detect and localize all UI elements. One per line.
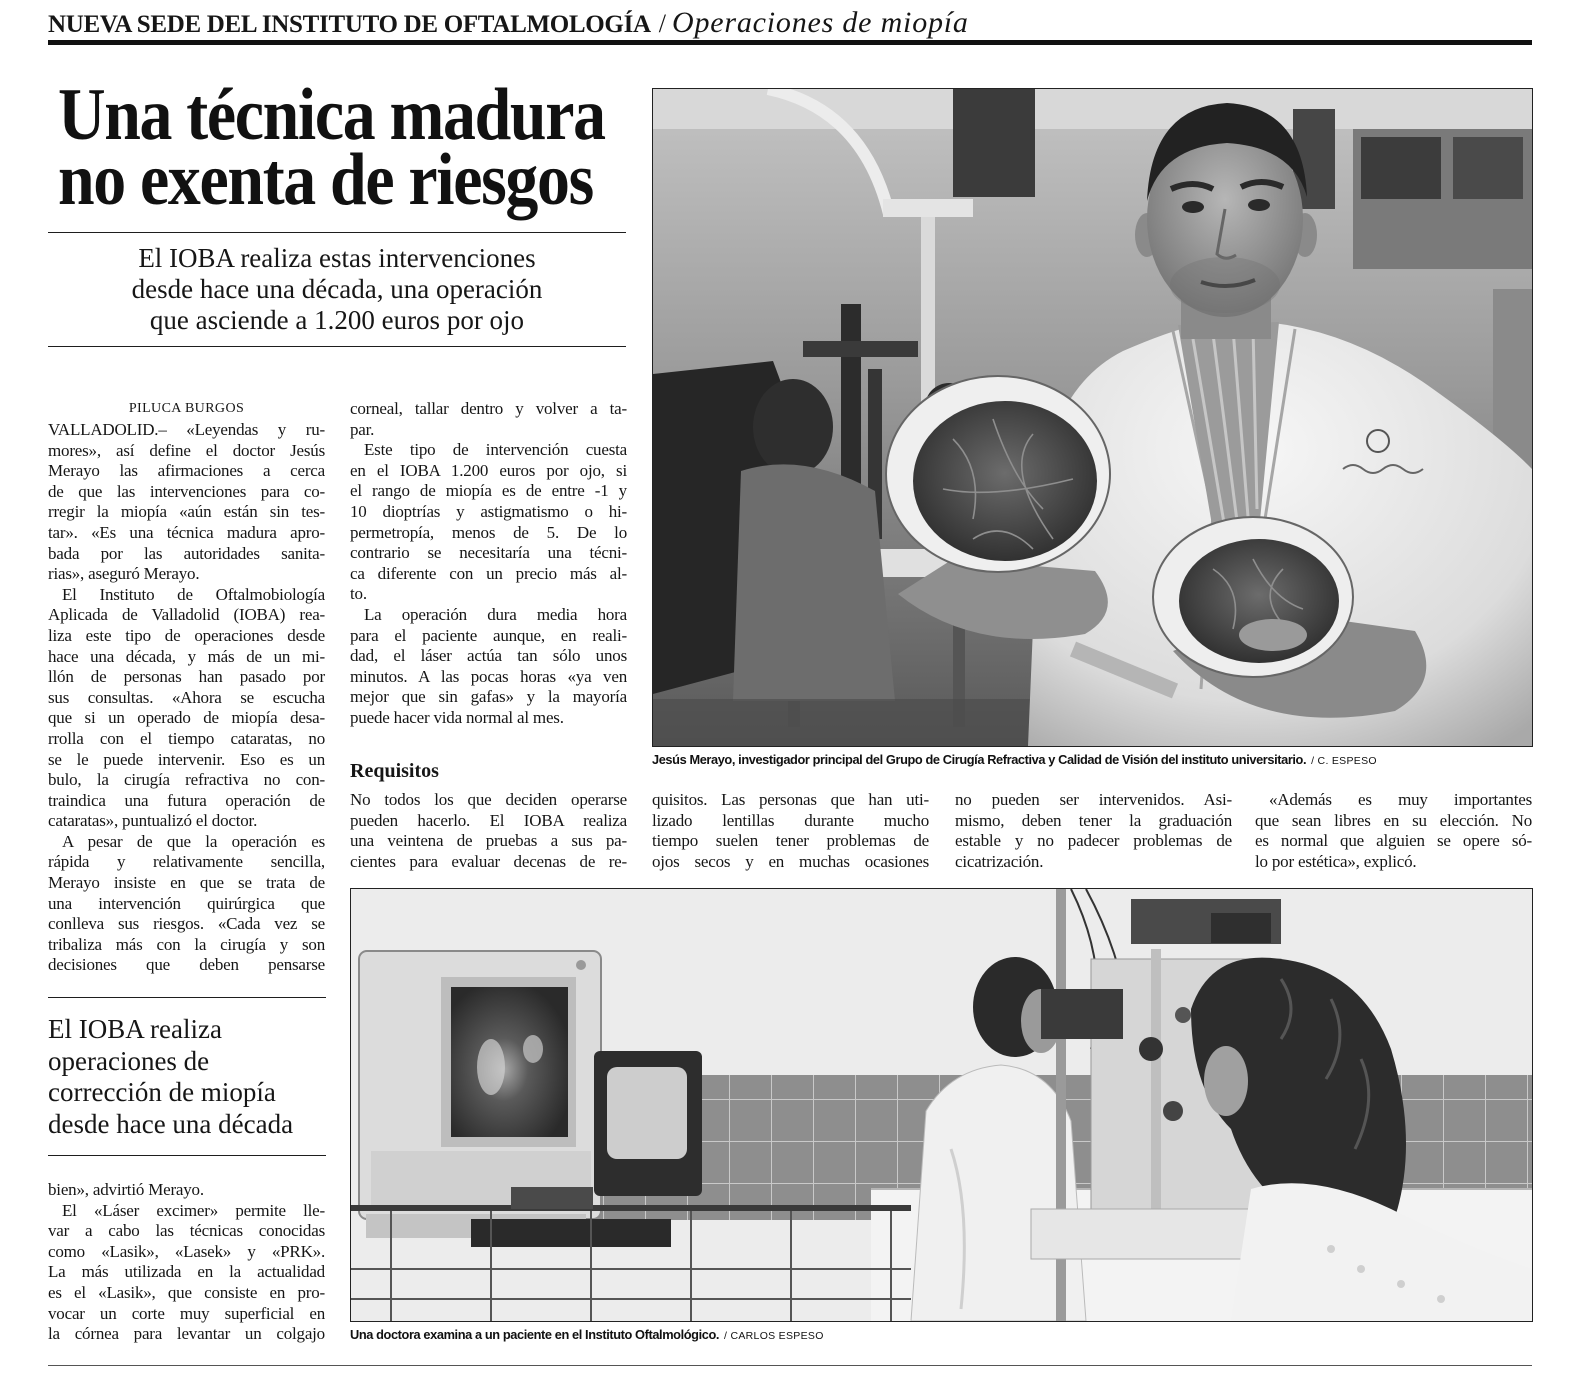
photo-merayo-caption <box>652 751 1377 770</box>
photo-merayo <box>652 88 1533 747</box>
text-line: La más utilizada en la actualidad <box>48 1262 325 1282</box>
text-line: llón de personas han pasado por <box>48 667 325 687</box>
caption-text: Jesús Merayo, investigador principal del Grupo de Cirugía Refractiva y Calidad de Visión del instituto universitario. <box>652 752 1307 767</box>
text-line: No todos los que deciden operarse <box>350 790 627 809</box>
requisitos-heading: Requisitos <box>350 760 439 782</box>
text-line: contrario se necesitaría una técni- <box>350 543 627 563</box>
text-line: hace una década, y más de un mi- <box>48 646 325 666</box>
pullquote-line: operaciones de <box>48 1045 210 1076</box>
text-line: lizado lentillas durante mucho <box>652 810 929 830</box>
section-separator: / <box>658 9 666 38</box>
text-line: bulo, la cirugía refractiva no con- <box>48 770 325 790</box>
requisitos-column <box>350 790 627 872</box>
photo-consulta-caption <box>350 1326 824 1345</box>
text-line: estable y no padecer problemas de <box>955 831 1232 851</box>
text-line: Aplicada de Valladolid (IOBA) rea- <box>48 605 325 625</box>
article-column-4 <box>955 790 1232 872</box>
text-line: El Instituto de Oftalmobiología <box>62 584 325 604</box>
text-line: como «Lasik», «Lasek» y «PRK». <box>48 1241 325 1261</box>
text-line: «Además es muy importantes <box>1269 790 1532 809</box>
text-line: ojos secos y en muchas ocasiones <box>652 851 929 871</box>
subhead-line: desde hace una década, una operación <box>131 274 543 304</box>
text-line: sus consultas. «Ahora se escucha <box>48 687 325 707</box>
subhead-line: que asciende a 1.200 euros por ojo <box>149 305 525 335</box>
section-topic: Operaciones de miopía <box>671 6 969 39</box>
text-line: en el IOBA 1.200 euros por ojo, si <box>350 460 627 480</box>
text-line: vocar un corte muy superficial en <box>48 1303 325 1323</box>
text-line: minutos. A las pocas horas «ya ven <box>350 666 627 686</box>
article-column-5 <box>1255 790 1532 872</box>
text-line: rregir la miopía «aún están sin tes- <box>48 502 325 522</box>
caption-text: Una doctora examina a un paciente en el Instituto Oftalmológico. <box>350 1327 720 1342</box>
headline-line-1: Una técnica madura <box>58 74 605 156</box>
text-line: rápida y relativamente sencilla, <box>48 852 325 872</box>
text-line: var a cabo las técnicas conocidas <box>48 1221 325 1241</box>
text-line: to. <box>350 584 367 604</box>
text-line: quisitos. Las personas que han uti- <box>652 790 929 809</box>
article-column-2 <box>350 399 627 729</box>
photo-consulta-image <box>351 889 1532 1321</box>
section-title: NUEVA SEDE DEL INSTITUTO DE OFTALMOLOGÍA <box>48 11 651 38</box>
text-line: Este tipo de intervención cuesta <box>364 440 627 460</box>
text-line: El «Láser excimer» permite lle- <box>62 1200 325 1220</box>
text-line: que sean libres en su elección. No <box>1255 810 1532 830</box>
photo-credit: / CARLOS ESPESO <box>724 1330 824 1342</box>
text-line: permetropía, menos de 5. De lo <box>350 522 627 542</box>
text-line: conlleva sus riesgos. «Cada vez se <box>48 914 325 934</box>
pull-quote <box>48 1014 328 1140</box>
text-line: ca diferente con un precio más al- <box>350 563 627 583</box>
subheadline <box>48 243 626 336</box>
text-line: es normal que alguien se opere só- <box>1255 831 1532 851</box>
text-line: de que las intervenciones para co- <box>48 481 325 501</box>
article-column-1 <box>48 420 325 976</box>
header-rule <box>48 40 1532 45</box>
text-line: la córnea para levantar un colgajo <box>48 1324 325 1344</box>
text-line: cicatrización. <box>955 851 1044 871</box>
photo-merayo-image <box>653 89 1532 746</box>
headline-line-2: no exenta de riesgos <box>58 139 593 221</box>
pullquote-rule-bottom <box>48 1155 326 1156</box>
text-line: bien», advirtió Merayo. <box>48 1180 204 1199</box>
text-line: decisiones que deben pensarse <box>48 955 325 975</box>
text-line: Merayo insiste en que se trata de <box>48 873 325 893</box>
text-line: mismo, deben tener la graduación <box>955 810 1232 830</box>
pullquote-rule-top <box>48 997 326 998</box>
pullquote-line: corrección de miopía <box>48 1077 276 1107</box>
text-line: mores», así define el doctor Jesús <box>48 440 325 460</box>
text-line: corneal, tallar dentro y volver a ta- <box>350 399 627 418</box>
section-header <box>48 4 969 44</box>
text-line: mejor que sin gafas» y la mayoría <box>350 687 627 707</box>
text-line: que si un operado de miopía desa- <box>48 708 325 728</box>
text-line: se le puede intervenir. Eso es un <box>48 749 325 769</box>
photo-credit: / C. ESPESO <box>1311 755 1377 767</box>
text-line: no pueden ser intervenidos. Asi- <box>955 790 1232 809</box>
text-line: traindica una futura operación de <box>48 790 325 810</box>
tv-monitor <box>594 1051 702 1196</box>
text-line: lo por estética», explicó. <box>1255 851 1417 871</box>
subhead-line: El IOBA realiza estas intervenciones <box>138 243 536 273</box>
text-line: cientes para evaluar decenas de re- <box>350 851 627 871</box>
text-line: pueden hacerlo. El IOBA realiza <box>350 810 627 830</box>
text-line: rias», aseguró Merayo. <box>48 564 200 584</box>
pullquote-line: El IOBA realiza <box>48 1014 222 1044</box>
headline-rule <box>48 232 626 233</box>
page-bottom-rule <box>48 1365 1532 1366</box>
photo-consulta <box>350 888 1533 1322</box>
text-line: tiempo suelen tener problemas de <box>652 831 929 851</box>
byline: PILUCA BURGOS <box>128 401 245 416</box>
text-line: una veintena de pruebas a sus pa- <box>350 831 627 851</box>
text-line: tribaliza más con la cirugía y son <box>48 934 325 954</box>
text-line: dad, el láser actúa tan sólo unos <box>350 646 627 666</box>
text-line: una intervención quirúrgica que <box>48 893 325 913</box>
text-line: el rango de miopía es de entre -1 y <box>350 481 627 501</box>
text-line: VALLADOLID.– «Leyendas y ru- <box>48 420 325 439</box>
article-column-3 <box>652 790 929 872</box>
text-line: es el «Lasik», que consiste en pro- <box>48 1282 325 1302</box>
text-line: Merayo las afirmaciones a cerca <box>48 461 325 481</box>
article-column-1-continued <box>48 1180 325 1345</box>
text-line: tar». «Es una técnica madura apro- <box>48 522 325 542</box>
text-line: cataratas», puntualizó el doctor. <box>48 811 258 831</box>
text-line: puede hacer vida normal al mes. <box>350 707 564 727</box>
text-line: bada por las autoridades sanita- <box>48 543 325 563</box>
text-line: par. <box>350 419 375 439</box>
eye-model-left <box>886 376 1110 639</box>
subhead-rule <box>48 346 626 347</box>
text-line: 10 dioptrías y astigmatismo o hi- <box>350 501 627 521</box>
text-line: rrolla con el tiempo cataratas, no <box>48 728 325 748</box>
pullquote-line: desde hace una década <box>48 1108 294 1139</box>
text-line: para el paciente aunque, en reali- <box>350 625 627 645</box>
text-line: A pesar de que la operación es <box>62 831 325 851</box>
text-line: La operación dura media hora <box>364 604 627 624</box>
text-line: liza este tipo de operaciones desde <box>48 625 325 645</box>
